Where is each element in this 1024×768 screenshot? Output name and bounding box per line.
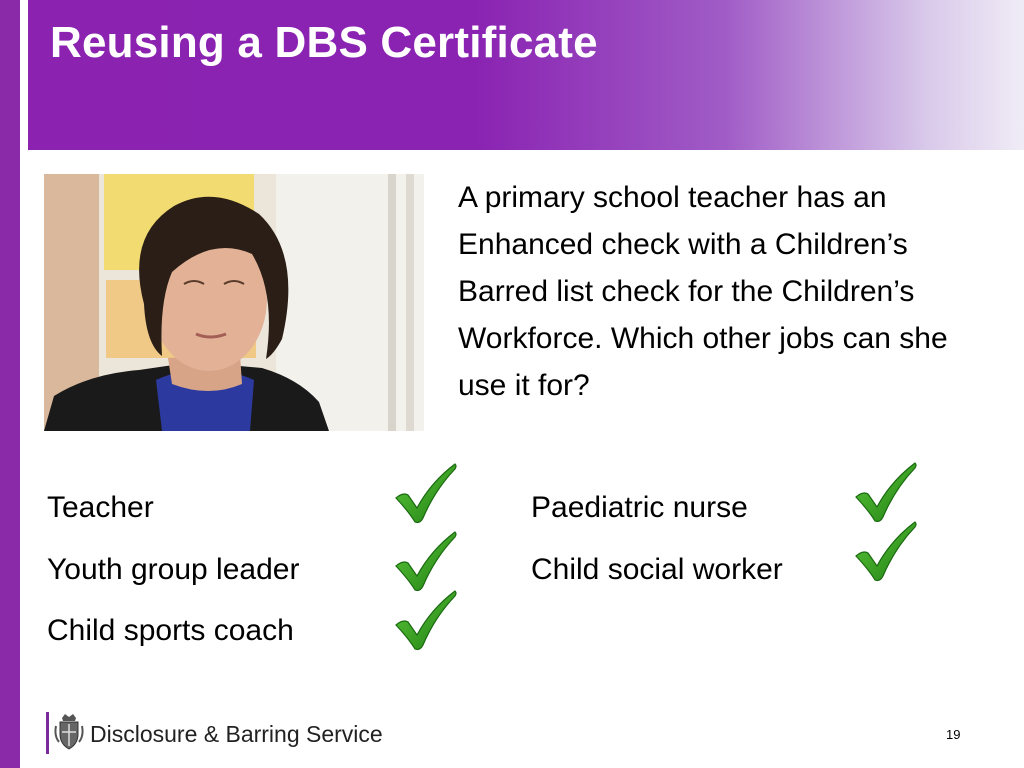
check-icon <box>393 462 459 526</box>
check-icon <box>853 461 919 525</box>
check-icon <box>853 520 919 584</box>
slide-title: Reusing a DBS Certificate <box>50 18 598 67</box>
job-child-sports-coach: Child sports coach <box>47 614 294 647</box>
footer-divider <box>46 712 49 754</box>
question-text: A primary school teacher has an Enhanced check with a Children’s Barred list check for the Children’s Workforce. Which other jobs can she use it for? <box>458 181 948 402</box>
check-icon <box>393 589 459 653</box>
organisation-name: Disclosure & Barring Service <box>90 721 383 747</box>
page-number: 19 <box>946 727 961 742</box>
job-child-social-worker: Child social worker <box>531 553 783 586</box>
job-paediatric-nurse: Paediatric nurse <box>531 491 748 524</box>
job-teacher: Teacher <box>47 491 154 524</box>
check-icon <box>393 530 459 594</box>
teacher-photo <box>44 174 424 431</box>
left-accent-stripe <box>0 0 20 768</box>
royal-crest-icon <box>54 712 84 752</box>
job-youth-group-leader: Youth group leader <box>47 553 300 586</box>
